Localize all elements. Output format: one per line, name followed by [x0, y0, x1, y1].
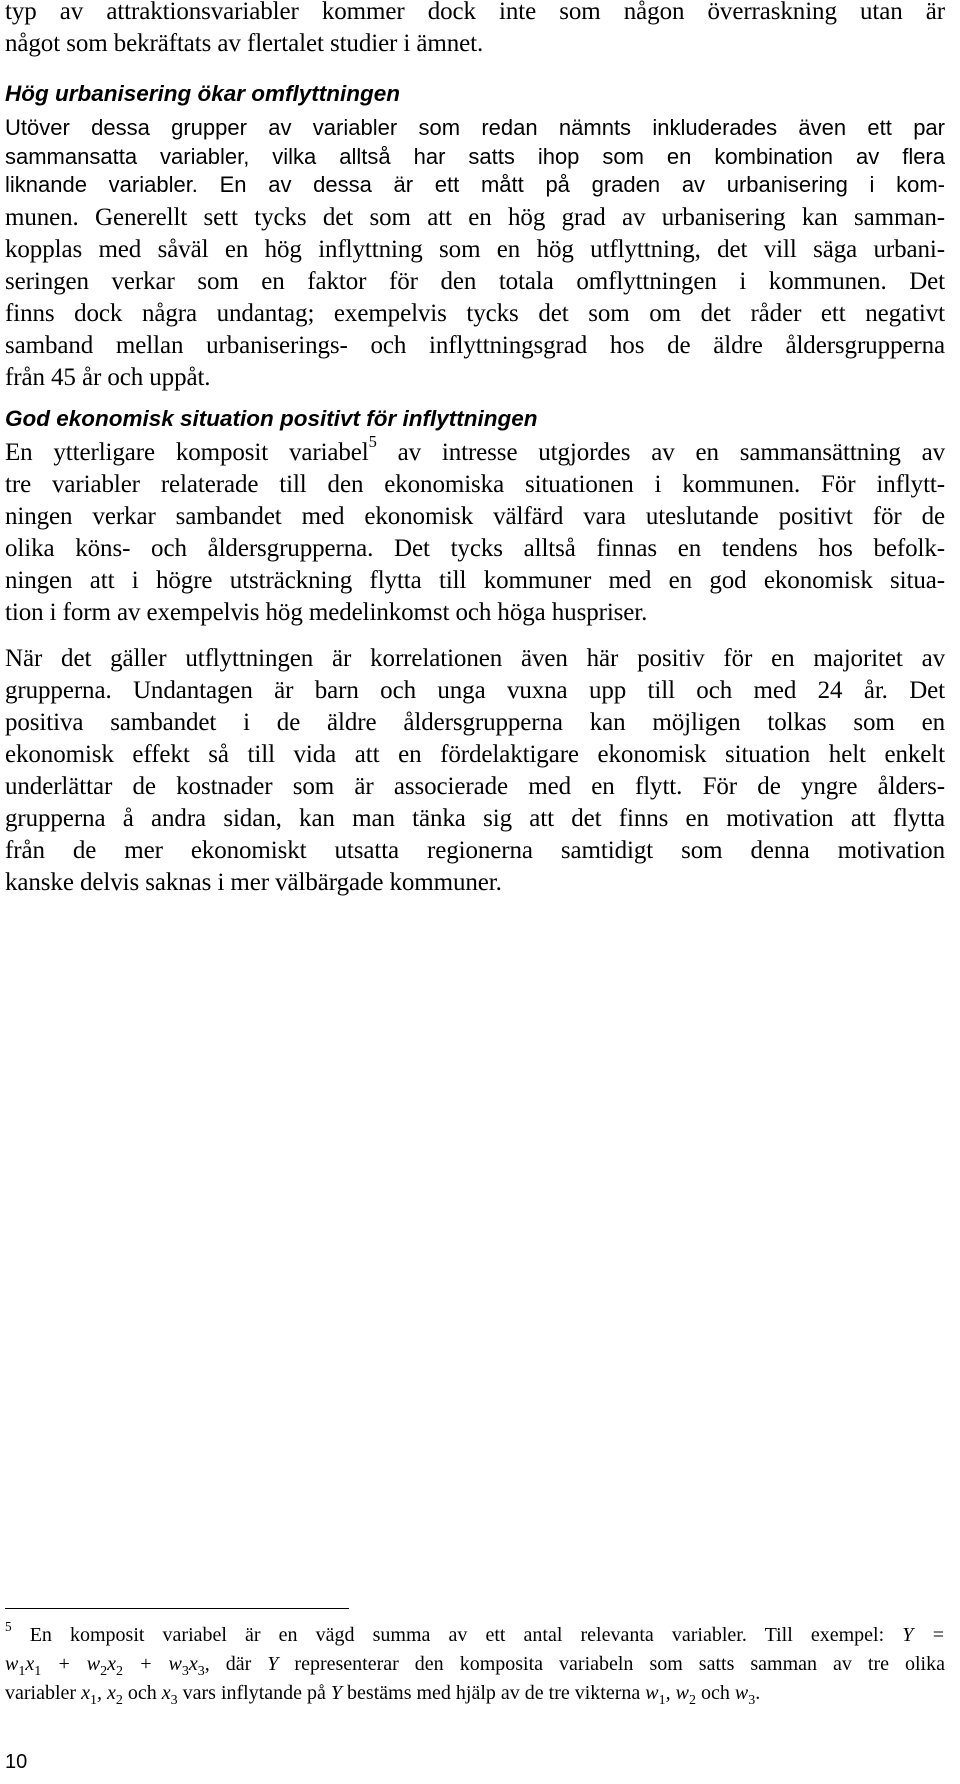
text-line: underlättar de kostnader som är associerade med en flytt. För de yngre ålders-: [5, 773, 945, 800]
footnote-5: [5, 1618, 945, 1708]
text-line: typ av attraktionsvariabler kommer dock inte som någon överraskning utan är: [5, 0, 945, 25]
footnote-number: 5: [5, 1618, 12, 1634]
ekonomisk-paragraph: [5, 432, 945, 629]
text-line: tion i form av exempelvis hög medelinkomst och höga huspriser.: [5, 599, 648, 626]
text-line: olika köns- och åldersgrupperna. Det tycks alltså finnas en tendens hos befolk-: [5, 535, 945, 562]
text-line: liknande variabler. En av dessa är ett mått på graden av urbanisering i kom-: [5, 172, 945, 197]
text-line: grupperna å andra sidan, kan man tänka sig att det finns en motivation att flytta: [5, 805, 945, 832]
math-expression: $w_1$, $w_2$: [645, 1682, 696, 1708]
text-line: ekonomisk effekt så till vida att en fördelaktigare ekonomisk situation helt enkelt: [5, 741, 945, 768]
text-line: ningen att i högre utsträckning flytta till kommuner med en god ekonomisk situa-: [5, 567, 945, 594]
text-line: seringen verkar som en faktor för den totala omflyttningen i kommunen. Det: [5, 267, 945, 295]
text-line: munen. Generellt sett tycks det som att en hög grad av urbanisering kan samman-: [5, 203, 945, 231]
text-line: kopplas med såväl en hög inflyttning som en hög utflyttning, det vill säga urbani-: [5, 235, 945, 263]
footnote-separator: [5, 1608, 349, 1609]
math-expression: $w_1x_1 + w_2x_2 + w_3x_3$: [5, 1653, 205, 1679]
utflyttning-paragraph: [5, 643, 945, 899]
section-heading-ekonomisk-situation: God ekonomisk situation positivt för inflyttningen: [5, 406, 538, 431]
text-line: tre variabler relaterade till den ekonomiska situationen i kommunen. För inflytt-: [5, 471, 945, 498]
text-line: sammansatta variabler, vilka alltså har satts ihop som en kombination av flera: [5, 143, 945, 169]
text-line: grupperna. Undantagen är barn och unga vuxna upp till och med 24 år. Det: [5, 677, 945, 704]
math-expression: $w_3$: [734, 1682, 756, 1708]
text-line: från 45 år och uppåt.: [5, 363, 211, 391]
math-expression: $x_1$, $x_2$: [81, 1682, 123, 1708]
text-line: När det gäller utflyttningen är korrelationen även här positiv för en majoritet av: [5, 645, 945, 672]
text-line: kanske delvis saknas i mer välbärgade kommuner.: [5, 869, 502, 896]
text-line: positiva sambandet i de äldre åldersgrupperna kan möjligen tolkas som en: [5, 709, 945, 736]
text-line: från de mer ekonomiskt utsatta regionerna samtidigt som denna motivation: [5, 837, 945, 864]
page-number: 10: [5, 1751, 28, 1773]
math-expression: Y =: [902, 1624, 945, 1646]
text-line: En ytterligare komposit variabel$^5$ av intresse utgjordes av en sammansättning av: [5, 432, 945, 466]
text-line: samband mellan urbaniserings- och inflyttningsgrad hos de äldre åldersgrupperna: [5, 331, 945, 359]
text-line: Utöver dessa grupper av variabler som redan nämnts inkluderades även ett par: [5, 115, 945, 140]
footnote-line: $^5$ En komposit variabel är en vägd summa av ett antal relevanta variabler. Till exempel: Y =: [5, 1618, 945, 1646]
footnote-line: variabler $x_1$, $x_2$ och $x_3$ vars inflytande på Y bestäms med hjälp av de tre vikterna $w_1$, $w_2$ och $w_3$.: [5, 1682, 761, 1708]
section-heading-urbanisering: Hög urbanisering ökar omflyttningen: [5, 81, 401, 106]
text-line: ningen verkar sambandet med ekonomisk välfärd vara uteslutande positivt för de: [5, 503, 945, 530]
text-line: finns dock några undantag; exempelvis tycks det som om det råder ett negativt: [5, 299, 945, 327]
paragraph-sans-part: [5, 114, 945, 200]
paragraph-serif-part: [5, 202, 945, 394]
urbanisering-paragraph: [5, 114, 945, 394]
footnote-reference[interactable]: 5: [368, 432, 377, 452]
intro-paragraph: [5, 0, 945, 60]
math-expression: $x_3$: [161, 1682, 178, 1708]
text-line: något som bekräftats av flertalet studier i ämnet.: [5, 30, 484, 57]
footnote-line: $w_1x_1 + w_2x_2 + w_3x_3$, där Y representerar den komposita variabeln som satts samman av tre olika: [5, 1653, 945, 1679]
